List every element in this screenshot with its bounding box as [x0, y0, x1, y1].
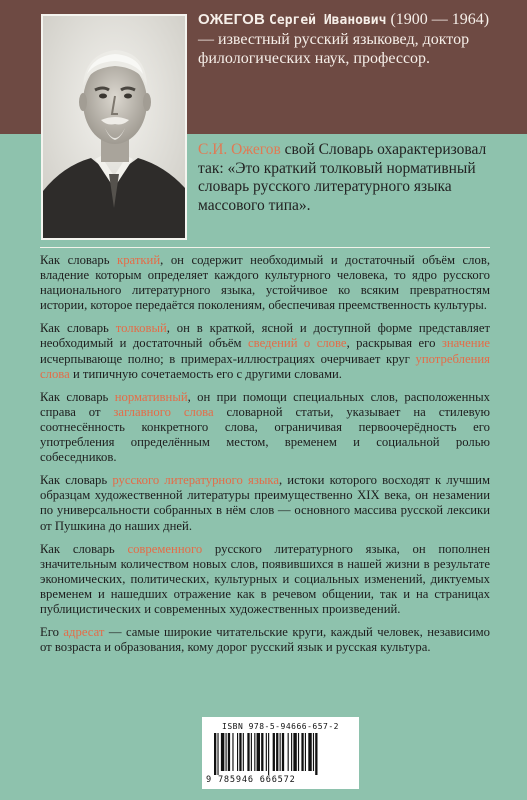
isbn-barcode	[202, 717, 359, 789]
keyword-highlight: краткий	[117, 253, 161, 267]
barcode-bar	[221, 733, 224, 771]
author-bio	[198, 10, 498, 68]
paragraph-text: , раскрывая его	[346, 336, 442, 351]
paragraph-normative	[40, 390, 490, 465]
barcode-bar	[257, 733, 260, 771]
barcode-digits: 9 785946 666572	[206, 775, 296, 785]
keyword-highlight: заглавного слова	[113, 404, 214, 419]
paragraph-text: , он содержит необходимый и достаточный объём слов, владение которым определяет каждого культурного человека, то ядро русского национального литературного языка, устойчивое ко всяким превратностям истории, которое передаётся поколениям, обеспечивая преемственность культуры.	[40, 253, 490, 313]
barcode-bar	[217, 733, 218, 775]
barcode-bar	[243, 733, 244, 771]
author-bio-text: (1900 — 1964) — известный русский языковед, доктор филологических наук, профессор.	[198, 11, 490, 67]
barcode-bar	[266, 733, 267, 771]
keyword-highlight: русского литературного языка	[112, 473, 279, 488]
author-surname: ОЖЕГОВ	[198, 11, 266, 28]
barcode-bar	[247, 733, 249, 771]
keyword-highlight: современного	[127, 541, 203, 556]
author-portrait	[41, 14, 187, 240]
barcode-bar	[273, 733, 275, 771]
barcode-bar	[237, 733, 238, 771]
paragraph-text: — самые широкие читательские круги, каждый человек, независимо от возраста и образования, кому дорог русский язык и русская культура.	[40, 625, 490, 655]
keyword-highlight: значение	[441, 336, 490, 351]
paragraph-text: , он при помощи специальных слов, расположенных справа от	[40, 389, 491, 419]
paragraph-text: , истоки которого восходят к лучшим образцам художественной литературы преимущественно XIX века, он незамении по универсальности собранных в нём слов — основного массива русской лексики от Пушкина до наших дней.	[40, 473, 490, 533]
paragraph-text: Как словарь	[40, 389, 115, 404]
keyword-highlight: употребления слова	[40, 351, 490, 381]
barcode-bar	[239, 733, 241, 771]
paragraph-brief	[40, 253, 490, 313]
barcode-bar	[228, 733, 230, 771]
divider-line	[40, 247, 490, 248]
description-text	[40, 253, 490, 663]
paragraph-audience	[40, 625, 490, 655]
barcode-bar	[298, 733, 299, 771]
quote-author: С.И. Ожегов	[198, 141, 281, 158]
barcode-bar	[254, 733, 255, 771]
keyword-highlight: адресат	[63, 625, 105, 640]
barcode-bar	[226, 733, 227, 771]
paragraph-text: , он в краткой, ясной и доступной форме представляет необходимый и достаточный объём	[40, 321, 490, 351]
barcode-bar	[280, 733, 281, 771]
paragraph-text: Как словарь	[40, 253, 118, 267]
barcode-bar	[268, 733, 269, 775]
barcode-bar	[291, 733, 292, 771]
barcode-bar	[282, 733, 284, 771]
barcode-bar	[261, 733, 263, 771]
barcode-bar	[251, 733, 252, 771]
barcode-bar	[305, 733, 306, 771]
author-given-names: Сергей Иванович	[269, 13, 387, 28]
paragraph-text: словарной статьи, указывает на стилевую соотнесённость конкретного слова, ограничивая первоочерёдность его употребления определённым местом, временем и социальной ролью собеседников.	[40, 404, 491, 465]
barcode-bar	[301, 733, 303, 771]
paragraph-text: Как словарь	[40, 321, 116, 336]
barcode-bar	[293, 733, 296, 771]
paragraph-modern	[40, 542, 490, 617]
keyword-highlight: толковый	[115, 321, 167, 336]
keyword-highlight: нормативный	[114, 389, 188, 404]
barcode-bar	[308, 733, 311, 771]
keyword-highlight: сведений о слове	[248, 336, 347, 351]
isbn-label: ISBN 978-5-94666-657-2	[222, 722, 339, 731]
author-quote	[198, 141, 496, 215]
paragraph-text: и типичную сочетаемость его с другими словами.	[69, 366, 342, 381]
barcode-bar	[232, 733, 233, 771]
paragraph-text: Его	[40, 625, 64, 640]
barcode-bar	[276, 733, 278, 771]
barcode-bar	[315, 733, 317, 775]
paragraph-text: Как словарь	[40, 473, 113, 488]
paragraph-text: русского литературного языка, он пополнен значительным количеством новых слов, появившихся в нашей жизни в результате экономических, политических, культурных и социальных изменений, диктуемых временем и нашедших отражение как в речевом общении, так и на страницах публицистических и современных художественных произведений.	[40, 541, 490, 616]
barcode-bar	[214, 733, 216, 775]
paragraph-text: Как словарь	[40, 541, 128, 556]
barcode-bar	[288, 733, 289, 771]
barcode-bars	[214, 733, 348, 775]
barcode-bar	[313, 733, 314, 771]
quote-text: свой Словарь охарактеризовал так: «Это краткий толковый нормативный словарь русского литературного языка массового типа».	[198, 141, 487, 214]
paragraph-literary	[40, 473, 490, 533]
paragraph-text: исчерпывающе полно; в примерах-иллюстрациях очерчивает круг	[40, 351, 416, 366]
paragraph-explanatory	[40, 321, 490, 381]
